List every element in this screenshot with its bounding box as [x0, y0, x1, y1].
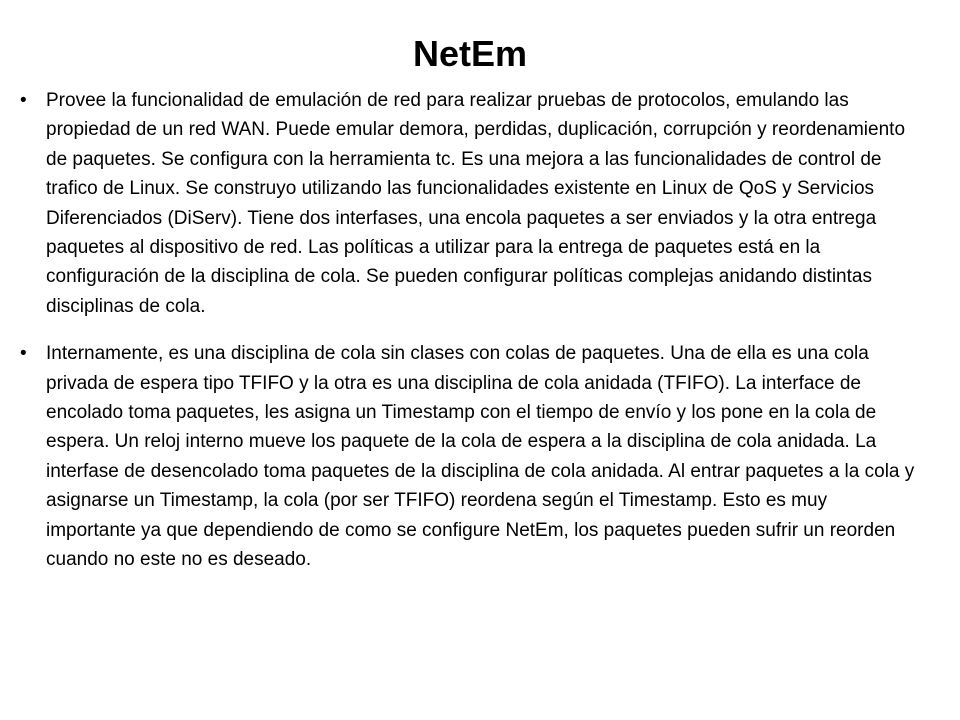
- bullet-text-2: Internamente, es una disciplina de cola sin clases con colas de paquetes. Una de ella es una cola privada de espera tipo TFIFO y la otra es una disciplina de cola anidada (TFIFO). La interface de encolado toma paquetes, les asigna un Timestamp con el tiempo de envío y los pone en la cola de espera. Un reloj interno mueve los paquete de la cola de espera a la disciplina de cola anidada. La interfase de desencolado toma paquetes de la disciplina de cola anidada. Al entrar paquetes a la cola y asignarse un Timestamp, la cola (por ser TFIFO) reordena según el Timestamp. Esto es muy importante ya que dependiendo de como se configure NetEm, los paquetes pueden sufrir un reorden cuando no este no es deseado.: [46, 343, 915, 571]
- bullet-dot-icon: •: [20, 343, 27, 365]
- bullet-item-1: [20, 86, 920, 321]
- bullet-item-2: [20, 339, 920, 574]
- bullet-text-1: Provee la funcionalidad de emulación de red para realizar pruebas de protocolos, emulando las propiedad de un red WAN. Puede emular demora, perdidas, duplicación, corrupción y reordenamiento de paquetes. Se configura con la herramienta tc. Es una mejora a las funcionalidades de control de trafico de Linux. Se construyo utilizando las funcionalidades existente en Linux de QoS y Servicios Diferenciados (DiServ). Tiene dos interfases, una encola paquetes a ser enviados y la otra entrega paquetes al dispositivo de red. Las políticas a utilizar para la entrega de paquetes está en la configuración de la disciplina de cola. Se pueden configurar políticas complejas anidando distintas disciplinas de cola.: [46, 90, 906, 317]
- bullet-list: [20, 86, 920, 593]
- bullet-dot-icon: •: [20, 90, 27, 111]
- slide-title: NetEm: [412, 33, 528, 74]
